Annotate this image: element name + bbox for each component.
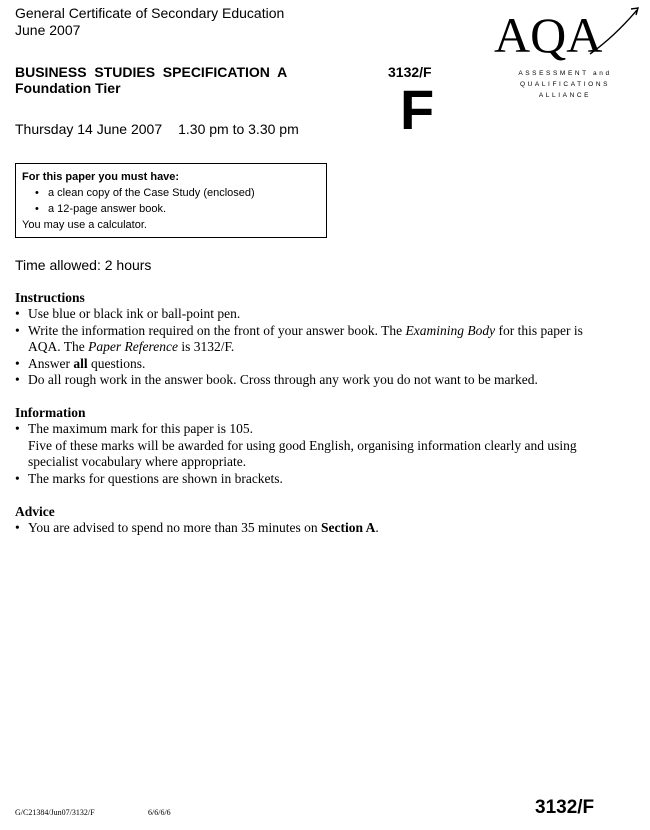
- exam-time: 1.30 pm to 3.30 pm: [178, 121, 299, 137]
- instruction-emphasis: Paper Reference: [88, 339, 178, 354]
- advice-text: You are advised to spend no more than 35 minutes on: [28, 520, 321, 535]
- instruction-text: Use blue or black ink or ball-point pen.: [28, 306, 241, 321]
- footer-paper-code: 3132/F: [535, 797, 595, 818]
- instruction-text: for this paper is AQA. The: [28, 322, 583, 354]
- materials-box: [15, 163, 327, 238]
- information-item: [15, 421, 615, 471]
- materials-item: • a 12-page answer book.: [22, 201, 320, 217]
- instruction-emphasis: all: [73, 355, 88, 371]
- time-allowed: Time allowed: 2 hours: [15, 257, 152, 273]
- information-text: Five of these marks will be awarded for using good English, organising information clearly and using specialist vocabulary where appropriate.: [28, 437, 577, 469]
- qualification-title: General Certificate of Secondary Education: [15, 5, 285, 21]
- instruction-item: [15, 356, 615, 373]
- logo-tagline-1: ASSESSMENT and: [518, 70, 612, 77]
- materials-heading: For this paper you must have:: [22, 171, 180, 183]
- materials-item: • a clean copy of the Case Study (enclosed): [22, 185, 320, 201]
- aqa-logo: [490, 6, 640, 102]
- information-heading: Information: [15, 405, 86, 420]
- advice-heading: Advice: [15, 504, 55, 519]
- materials-list: [22, 185, 320, 217]
- exam-date: Thursday 14 June 2007: [15, 121, 163, 137]
- instruction-text: is 3132/F.: [177, 339, 235, 354]
- footer-reference: G/C21384/Jun07/3132/F: [15, 808, 95, 817]
- advice-text: .: [375, 520, 379, 535]
- exam-session: June 2007: [15, 22, 81, 38]
- aqa-logo-mark: [490, 6, 640, 68]
- aqa-logo-text: AQA: [494, 7, 603, 63]
- instruction-text: Write the information required on the front of your answer book. The: [28, 322, 406, 338]
- instruction-text: Answer: [28, 355, 74, 371]
- instruction-emphasis: Examining Body: [405, 322, 496, 338]
- footer-batch: 6/6/6/6: [148, 808, 171, 817]
- instruction-text: Do all rough work in the answer book. Cross through any work you do not want to be marked.: [28, 372, 538, 387]
- instruction-item: [15, 372, 615, 389]
- advice-item: [15, 520, 615, 537]
- information-text: The maximum mark for this paper is 105.: [28, 421, 253, 436]
- instructions-list: [15, 306, 615, 389]
- information-list: [15, 421, 615, 487]
- instruction-item: [15, 306, 615, 323]
- calculator-note: You may use a calculator.: [22, 219, 147, 231]
- instruction-text: questions.: [87, 355, 146, 371]
- tier-letter: F: [400, 78, 435, 141]
- information-item: [15, 471, 615, 488]
- information-text: The marks for questions are shown in brackets.: [28, 470, 283, 486]
- paper-tier: Foundation Tier: [15, 80, 121, 96]
- logo-tagline-3: ALLIANCE: [538, 92, 592, 99]
- exam-date-time: [15, 121, 299, 137]
- instruction-item: [15, 323, 615, 356]
- paper-code: 3132/F: [388, 64, 432, 80]
- paper-title: BUSINESS STUDIES SPECIFICATION A: [15, 64, 288, 80]
- advice-emphasis: Section A: [320, 520, 376, 535]
- instructions-heading: Instructions: [15, 290, 85, 305]
- advice-list: [15, 520, 615, 537]
- logo-tagline-2: QUALIFICATIONS: [519, 81, 611, 88]
